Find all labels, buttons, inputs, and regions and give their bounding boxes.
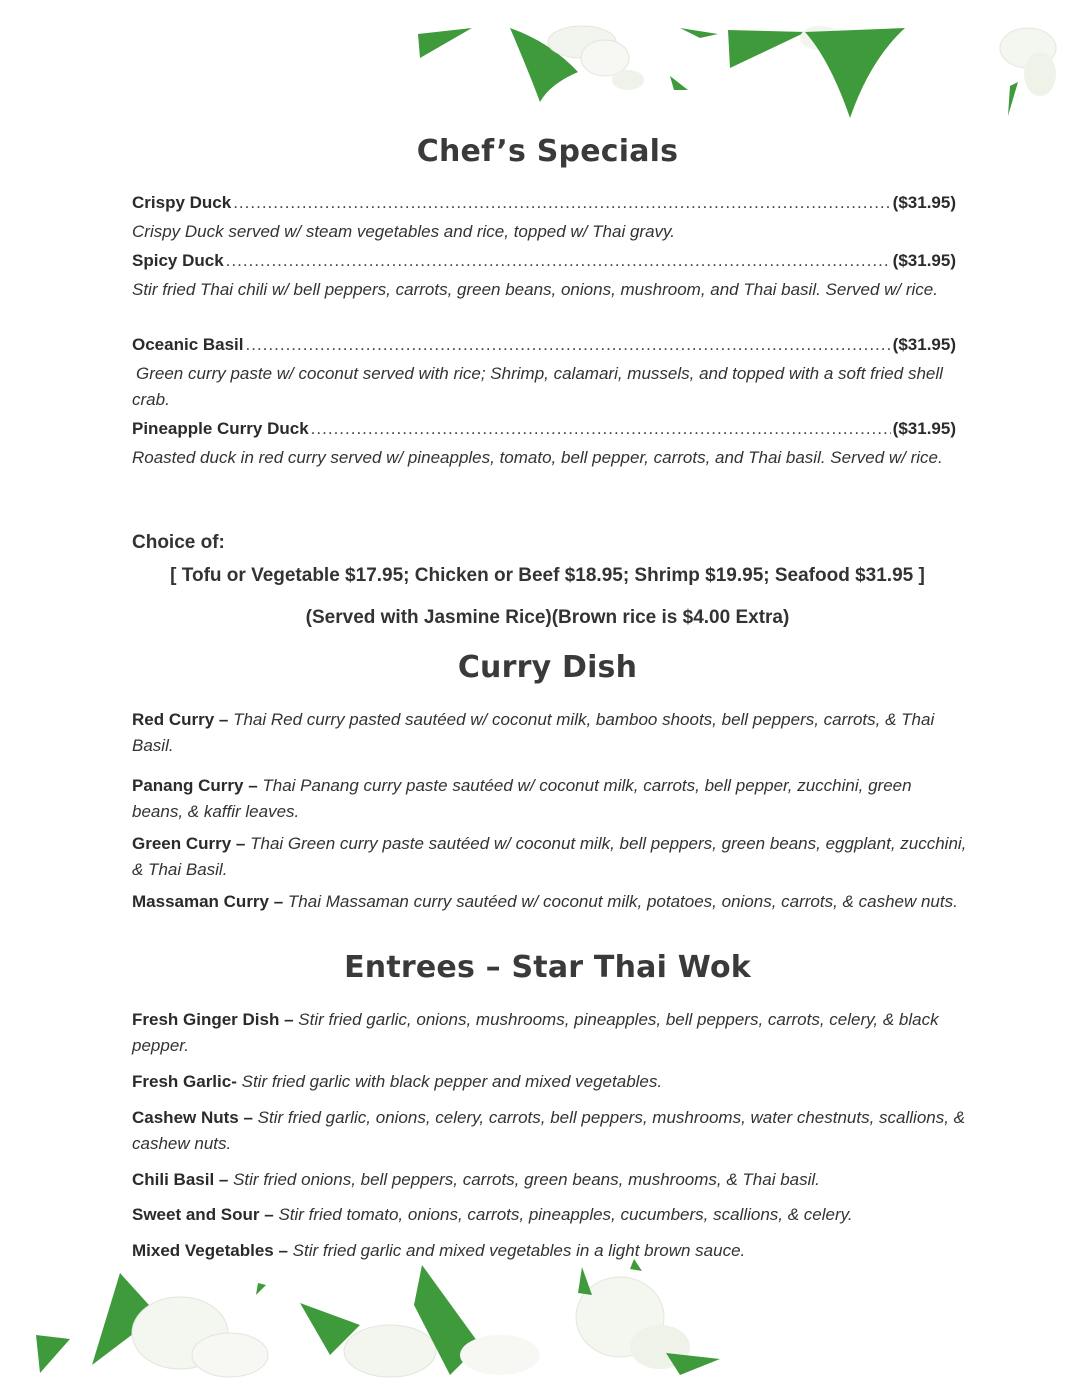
special-price: ($31.95) [892, 251, 956, 270]
item-separator: – [214, 1170, 234, 1189]
chefs-specials-heading: Chef’s Specials [416, 134, 679, 169]
entree-item-mixed-vegetables [132, 1238, 967, 1264]
leader-dots [226, 251, 891, 271]
rice-note: (Served with Jasmine Rice)(Brown rice is $4.00 Extra) [305, 607, 790, 628]
item-description: Thai Panang curry paste sautéed w/ coconut milk, carrots, bell pepper, zucchini, green beans, & kaffir leaves. [132, 776, 912, 821]
special-description: Roasted duck in red curry served w/ pineapples, tomato, bell pepper, carrots, and Thai basil. Served w/ rice. [132, 448, 943, 467]
special-price: ($31.95) [892, 419, 956, 438]
item-name: Fresh Garlic [132, 1072, 232, 1091]
special-description: Stir fried Thai chili w/ bell peppers, carrots, green beans, onions, mushroom, and Thai basil. Served w/ rice. [132, 280, 938, 299]
item-description: Thai Massaman curry sautéed w/ coconut milk, potatoes, onions, carrots, & cashew nuts. [287, 892, 958, 911]
item-description: Stir fried garlic, onions, celery, carrots, bell peppers, mushrooms, water chestnuts, scallions, & cashew nuts. [132, 1108, 966, 1153]
special-name: Spicy Duck [132, 251, 224, 270]
special-description: Green curry paste w/ coconut served with rice; Shrimp, calamari, mussels, and topped with a soft fried shell crab. [132, 364, 943, 409]
curry-item-red-curry [132, 707, 967, 759]
curry-item-panang-curry [132, 773, 967, 825]
entree-item-sweet-and-sour [132, 1202, 967, 1228]
leader-dots [246, 335, 891, 355]
curry-item-massaman-curry [132, 889, 967, 915]
special-price: ($31.95) [892, 193, 956, 212]
special-name: Crispy Duck [132, 193, 232, 212]
curry-dish-heading: Curry Dish [457, 650, 638, 685]
item-name: Panang Curry [132, 776, 244, 795]
item-separator: – [231, 834, 251, 853]
special-spicy-duck [132, 251, 956, 271]
entrees-heading: Entrees – Star Thai Wok [344, 950, 751, 985]
item-separator: – [279, 1010, 299, 1029]
item-description: Stir fried garlic with black pepper and mixed vegetables. [241, 1072, 663, 1091]
item-name: Sweet and Sour [132, 1205, 260, 1224]
item-separator: – [243, 776, 263, 795]
special-price: ($31.95) [892, 335, 956, 354]
entree-item-fresh-ginger [132, 1007, 967, 1059]
item-separator: – [238, 1108, 258, 1127]
special-pineapple-curry-duck [132, 419, 956, 439]
item-name: Mixed Vegetables [132, 1241, 274, 1260]
item-description: Stir fried onions, bell peppers, carrots, green beans, mushrooms, & Thai basil. [233, 1170, 820, 1189]
item-description: Thai Green curry paste sautéed w/ coconut milk, bell peppers, green beans, eggplant, zucchini, & Thai Basil. [132, 834, 967, 879]
special-crispy-duck [132, 193, 956, 213]
item-name: Red Curry [132, 710, 215, 729]
special-name: Pineapple Curry Duck [132, 419, 309, 438]
special-oceanic-basil [132, 335, 956, 355]
choice-label: Choice of: [132, 532, 225, 553]
special-description: Crispy Duck served w/ steam vegetables and rice, topped w/ Thai gravy. [132, 222, 675, 241]
item-separator: – [214, 710, 234, 729]
item-name: Massaman Curry [132, 892, 270, 911]
item-name: Green Curry [132, 834, 232, 853]
bottom-floral-decoration [30, 1255, 730, 1380]
special-name: Oceanic Basil [132, 335, 244, 354]
item-separator: – [269, 892, 288, 911]
item-description: Stir fried tomato, onions, carrots, pineapples, cucumbers, scallions, & celery. [278, 1205, 853, 1224]
item-separator: – [273, 1241, 293, 1260]
top-floral-decoration [400, 20, 1080, 130]
choice-prices: [ Tofu or Vegetable $17.95; Chicken or Beef $18.95; Shrimp $19.95; Seafood $31.95 ] [170, 565, 925, 586]
item-name: Fresh Ginger Dish [132, 1010, 280, 1029]
leader-dots [311, 419, 891, 439]
entree-item-chili-basil [132, 1167, 967, 1193]
entree-item-cashew-nuts [132, 1105, 967, 1157]
item-description: Thai Red curry pasted sautéed w/ coconut milk, bamboo shoots, bell peppers, carrots, & Thai Basil. [132, 710, 935, 755]
leader-dots [233, 193, 890, 213]
item-description: Stir fried garlic and mixed vegetables in a light brown sauce. [292, 1241, 746, 1260]
item-separator: - [231, 1072, 242, 1091]
entree-item-fresh-garlic [132, 1069, 967, 1095]
item-name: Cashew Nuts [132, 1108, 239, 1127]
curry-item-green-curry [132, 831, 967, 883]
item-separator: – [259, 1205, 279, 1224]
item-description: Stir fried garlic, onions, mushrooms, pineapples, bell peppers, carrots, celery, & black pepper. [132, 1010, 939, 1055]
item-name: Chili Basil [132, 1170, 215, 1189]
